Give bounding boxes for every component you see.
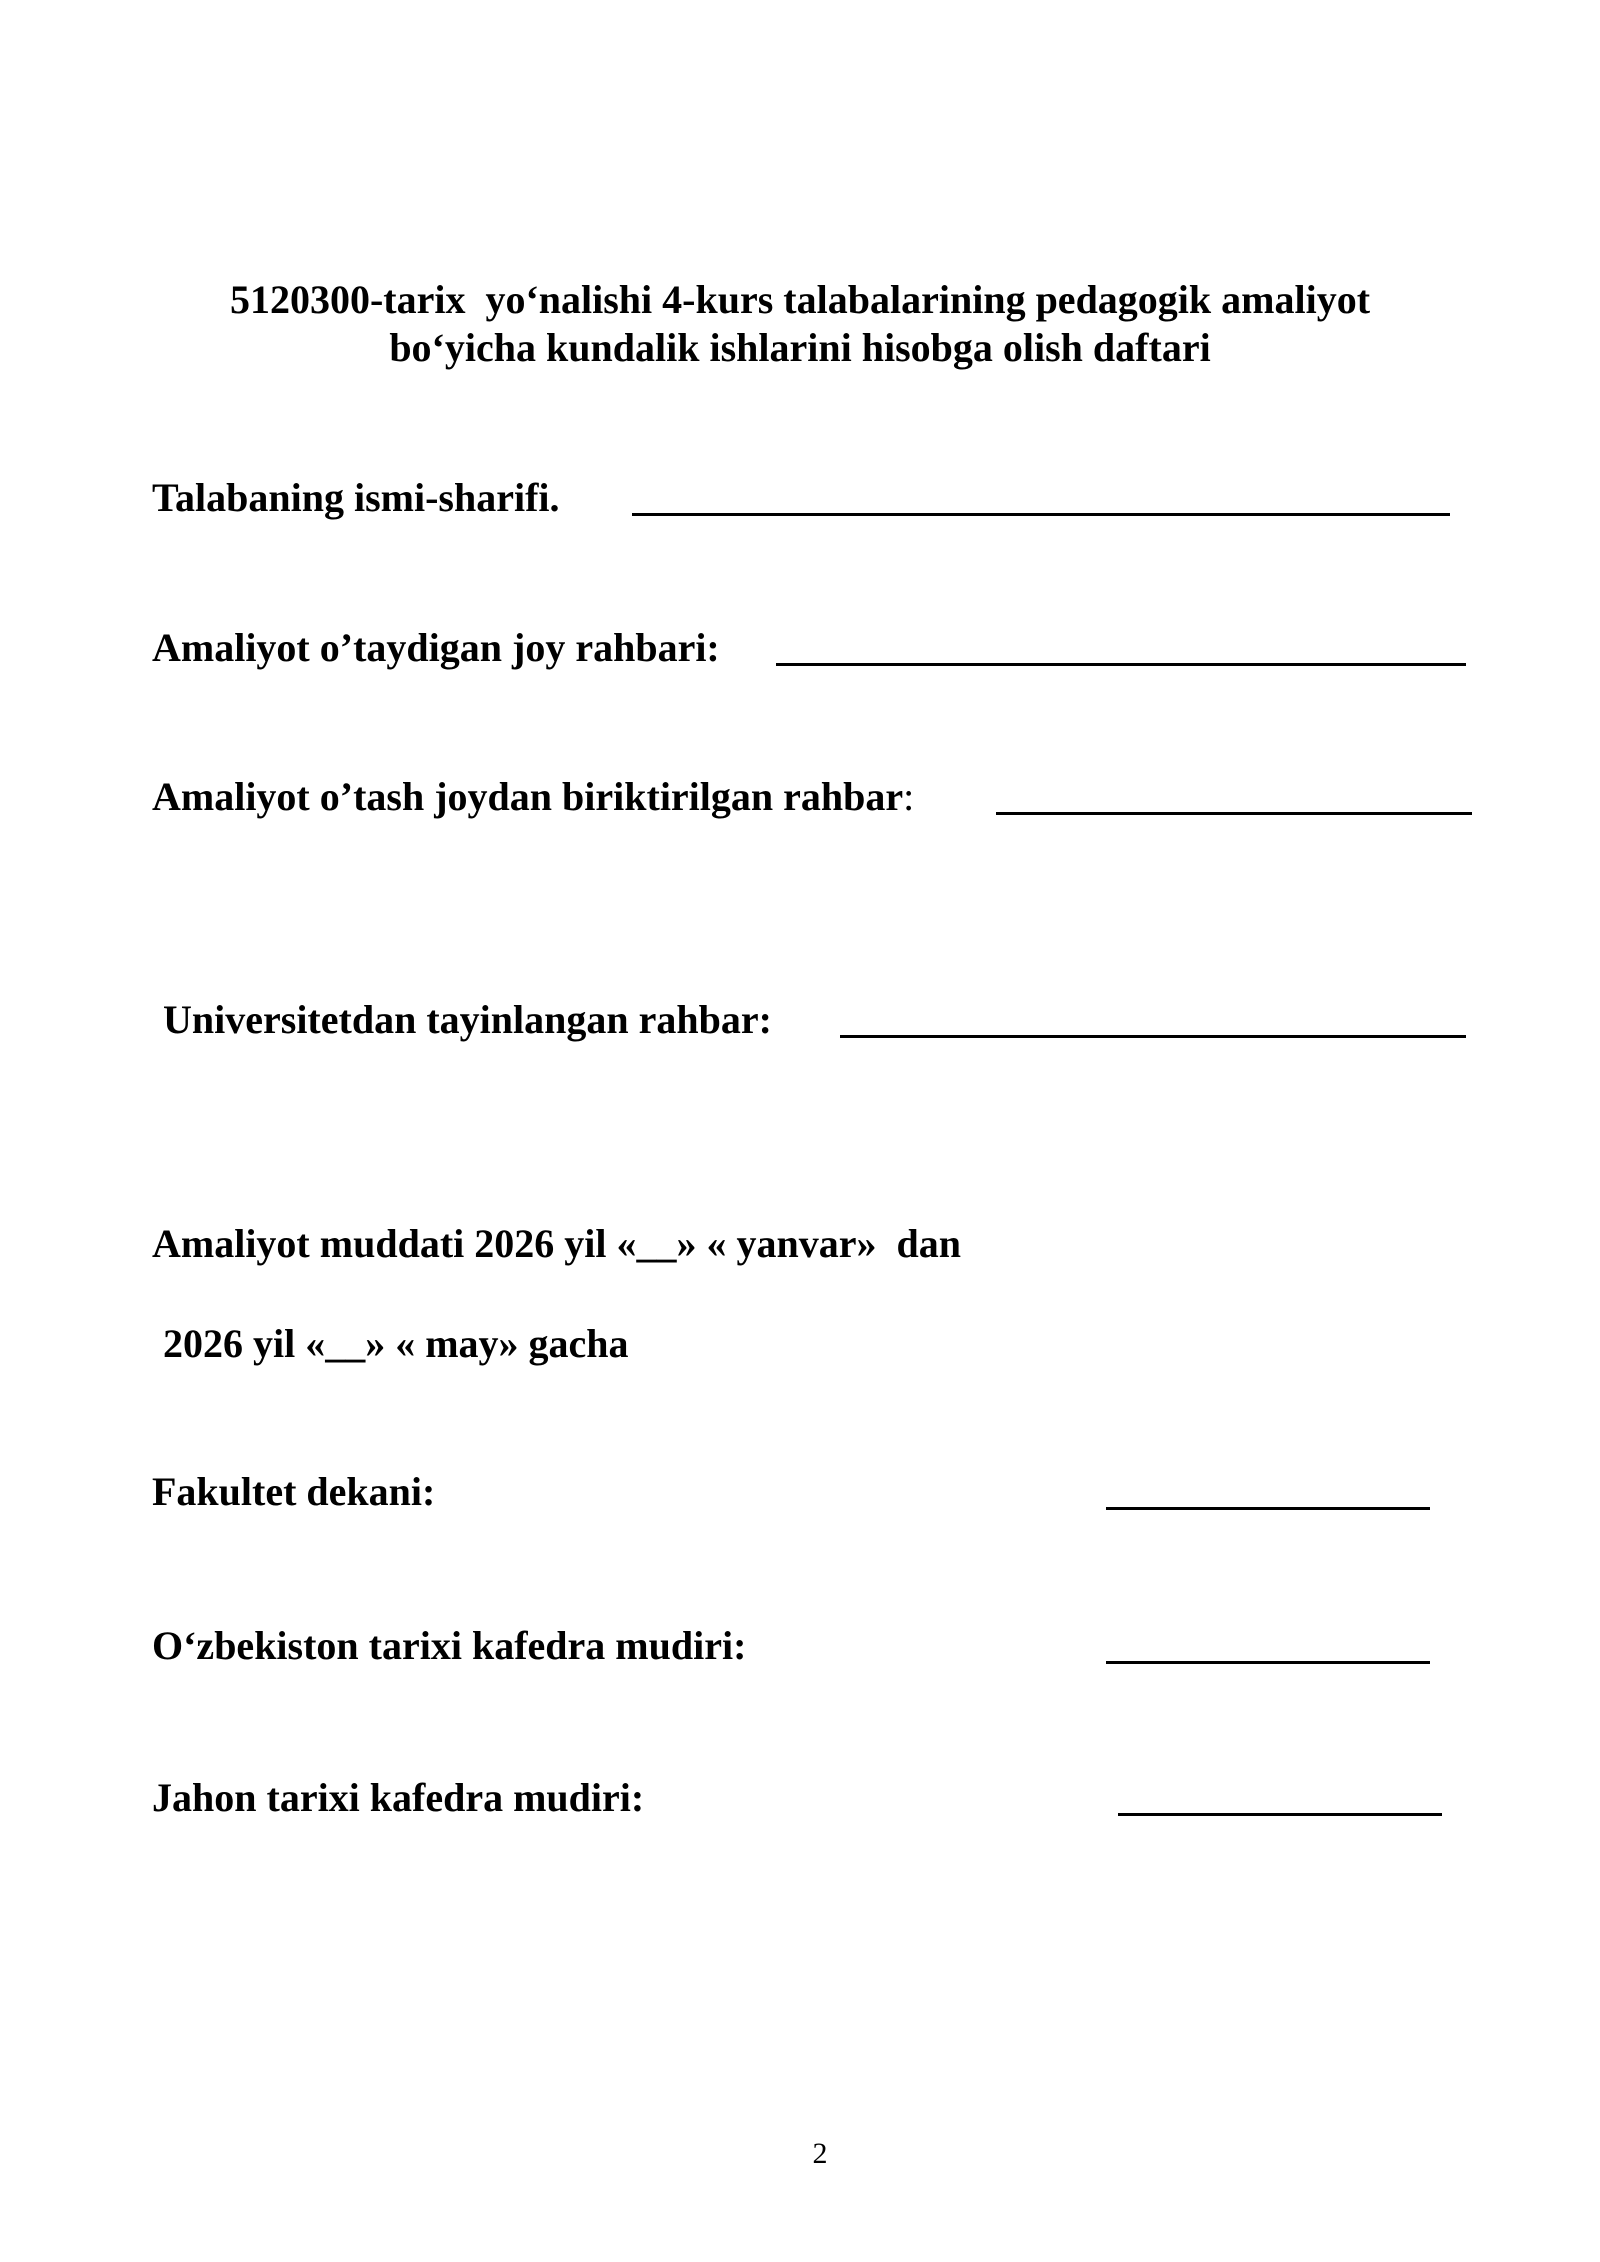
document-title-line-1: 5120300-tarix yo‘nalishi 4-kurs talabalarining pedagogik amaliyot <box>229 277 1371 322</box>
place-head-blank[interactable] <box>776 663 1466 666</box>
page-number: 2 <box>812 2137 828 2170</box>
uzbek-history-head-signature-blank[interactable] <box>1106 1661 1430 1664</box>
assigned-head-blank[interactable] <box>996 812 1472 815</box>
student-name-blank[interactable] <box>632 513 1450 516</box>
practice-period-start: Amaliyot muddati 2026 yil «__» « yanvar» dan <box>152 1221 961 1266</box>
uzbek-history-head-label: O‘zbekiston tarixi kafedra mudiri: <box>152 1623 747 1668</box>
dean-signature-blank[interactable] <box>1106 1507 1430 1510</box>
assigned-head-label-text: Amaliyot o’tash joydan biriktirilgan rahbar <box>152 774 904 819</box>
document-title-line-2: bo‘yicha kundalik ishlarini hisobga olish daftari <box>389 325 1211 370</box>
assigned-head-colon: : <box>903 774 915 819</box>
dean-label: Fakultet dekani: <box>152 1469 436 1514</box>
world-history-head-signature-blank[interactable] <box>1118 1813 1442 1816</box>
university-head-blank[interactable] <box>840 1035 1466 1038</box>
student-name-label: Talabaning ismi-sharifi. <box>152 475 560 520</box>
world-history-head-label: Jahon tarixi kafedra mudiri: <box>152 1775 645 1820</box>
assigned-head-label <box>152 773 914 821</box>
university-head-label: Universitetdan tayinlangan rahbar: <box>163 997 772 1042</box>
place-head-label: Amaliyot o’taydigan joy rahbari: <box>152 625 720 670</box>
practice-period-end: 2026 yil «__» « may» gacha <box>163 1321 629 1366</box>
